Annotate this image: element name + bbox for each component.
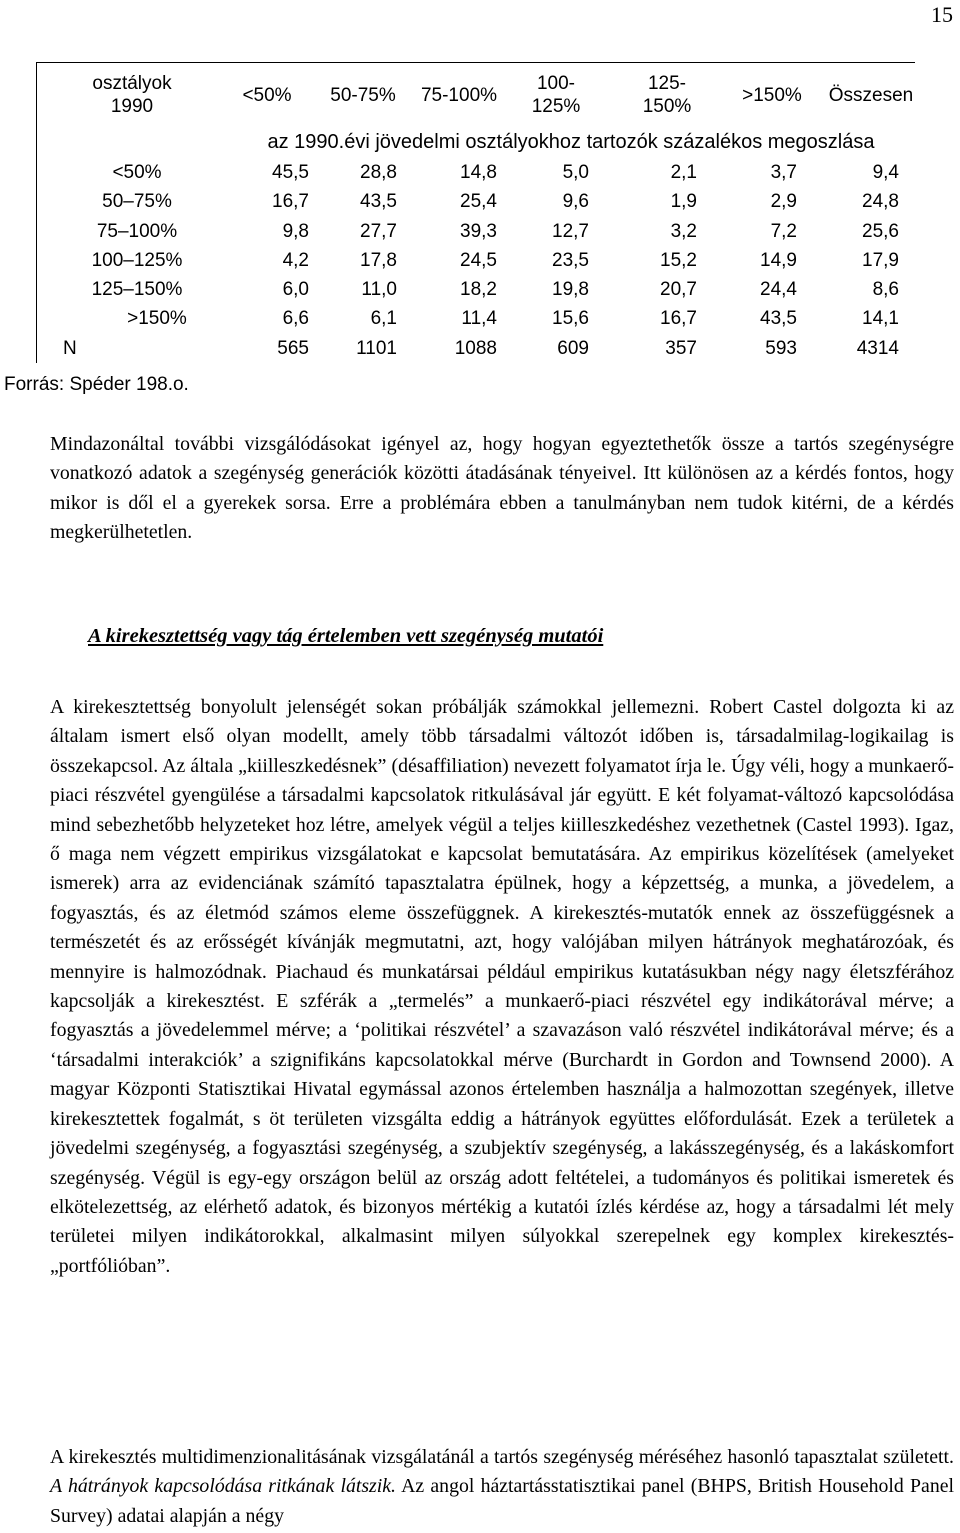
header-col-5: 125-150%	[642, 73, 692, 117]
table-cell: 357	[665, 337, 697, 359]
header-col-1: <50%	[242, 84, 292, 106]
table-cell: 23,5	[552, 249, 589, 271]
table-cell: 15,2	[660, 249, 697, 271]
table-cell: 24,4	[760, 279, 797, 301]
header-col-3: 75-100%	[420, 84, 498, 106]
row-label: 125–150%	[91, 279, 183, 301]
table-cell: 17,8	[360, 249, 397, 271]
table-cell: 27,7	[360, 220, 397, 242]
table-cell: 15,6	[552, 308, 589, 330]
table-row	[37, 275, 915, 304]
table-cell: 9,6	[562, 191, 589, 213]
table-row	[37, 246, 915, 275]
row-label: 50–75%	[102, 191, 172, 213]
header-col-2: 50-75%	[330, 84, 396, 106]
row-label: 100–125%	[91, 249, 183, 271]
table-cell: 43,5	[760, 308, 797, 330]
row-label: 75–100%	[96, 220, 178, 242]
table-cell: 593	[765, 337, 797, 359]
table-cell: 565	[277, 337, 309, 359]
table-header-row	[37, 63, 915, 127]
table-body	[37, 158, 915, 363]
section-heading: A kirekesztettség vagy tág értelemben vett szegénység mutatói	[88, 625, 604, 647]
table-cell: 16,7	[272, 191, 309, 213]
table-cell: 45,5	[272, 162, 309, 183]
table-cell: 6,0	[282, 279, 309, 301]
table-cell: 14,8	[460, 162, 497, 183]
table-cell: 8,6	[872, 279, 899, 301]
table-cell: 1101	[356, 337, 397, 359]
header-row-label-text: osztályok 1990	[92, 73, 172, 117]
table-cell: 9,4	[872, 162, 899, 183]
table-cell: 39,3	[460, 220, 497, 242]
table-row	[37, 158, 915, 187]
paragraph-3-start: A kirekesztés multidimenzionalitásának vizsgálatánál a tartós szegénység méréséhez hasonló tapasztalat született.	[50, 1446, 954, 1468]
row-label: N	[63, 337, 77, 359]
header-row-label	[37, 63, 227, 127]
table-cell: 1088	[454, 337, 497, 359]
table-row	[37, 304, 915, 333]
table-row	[37, 334, 915, 363]
table-row	[37, 187, 915, 216]
table-cell: 5,0	[562, 162, 589, 183]
income-class-table	[36, 62, 915, 363]
table-cell: 14,9	[760, 249, 797, 271]
table-cell: 25,6	[862, 220, 899, 242]
paragraph-3-italic: A hátrányok kapcsolódása ritkának látszik.	[50, 1475, 396, 1498]
header-col-7: Összesen	[828, 84, 914, 106]
table-source: Forrás: Spéder 198.o.	[4, 374, 189, 395]
table-cell: 12,7	[552, 220, 589, 242]
paragraph-1: Mindazonáltal további vizsgálódásokat igényel az, hogy hogyan egyeztethetők össze a tartós szegénységre vonatkozó adatok a szegénység generációk közötti átadásának tényeivel. Itt különösen az a kérdés fontos, hogy mikor is dől el a gyerekek sorsa. Erre a problémára ebben a tanulmányban nem tudok kitérni, de a kérdés megkerülhetetlen.	[50, 433, 954, 544]
table-cell: 6,1	[370, 308, 397, 330]
header-col-4: 100-125%	[531, 73, 581, 117]
paragraph-3	[50, 1443, 954, 1531]
table-cell: 2,1	[670, 162, 697, 183]
table-cell: 17,9	[862, 249, 899, 271]
table-cell: 19,8	[552, 279, 589, 301]
table-cell: 4,2	[282, 249, 309, 271]
paragraph-2: A kirekesztettség bonyolult jelenségét sokan próbálják számokkal jellemezni. Robert Castel dolgozta ki az általam ismert első olyan modellt, amely több társadalmi változót időben is, társadalmilag-logikailag is összekapcsol. Az általa „kiilleszkedésnek” (désaffiliation) nevezett folyamatot írja le. Úgy véli, hogy a munkaerő-piaci részvétel gyengülése a társadalmi kapcsolatok ritkulásával jár együtt. E két folyamat-változó kapcsolódása mind sebezhetőbb helyzeteket hoz létre, amelyek végül a teljes kiilleszkedéshez vezethetnek (Castel 1993). Igaz, ő maga nem végzett empirikus vizsgálatokat e kapcsolat bemutatására. Az empirikus közelítések (amelyeket ismerek) arra az evidenciának számító tapasztalatra épülnek, hogy a képzettség, a munka, a jövedelem, a fogyasztás, és az életmód számos eleme összefüggnek. A kirekesztés-mutatók ennek az összefüggésnek a természetét és az erősségét kívánják megmutatni, azt, hogy valójában milyen hátrányok meghatározóak, és mennyire is halmozódnak. Piachaud és munkatársai például empirikus kutatásukban négy nagy életszférához kapcsolják a kirekesztést. E szférák a „termelés” a munkaerő-piaci részvétel egy indikátorával mérve; a fogyasztás a jövedelemmel mérve; a ‘politikai részvétel’ a szavazáson való részvétel indikátorával mérve; és a ‘társadalmi interakciók’ a szignifikáns kapcsolatokkal mérve (Burchardt in Gordon and Townsend 2000). A magyar Központi Statisztikai Hivatal egymással azonos értelemben használja a halmozottan szegények, illetve kirekesztettek fogalmát, s öt területen vizsgálta eddig a hátrányok együttes előfordulását. Ezek a területek a jövedelmi szegénység, a fogyasztási szegénység, a szubjektív szegénység, a lakásszegénység, és a lakáskomfort szegénység. Végül is egy-egy országon belül az ország adott feltételei, a tudományos és politikai ismeretek és elkötelezettség, az elérhető adatok, és bizonyos mértékig a kutatói ízlés kérdése az, hogy a társadalmi lét mely területei milyen indikátorokkal, alkalmasint milyen súlyokkal szerepelnek egy komplex kirekesztés-„portfólióban”.	[50, 696, 954, 1277]
table-cell: 14,1	[862, 308, 899, 330]
paragraph-3-end: Az angol háztartásstatisztikai panel (BHPS, British Household Panel Survey) adatai alapján a négy	[50, 1475, 954, 1527]
table-cell: 25,4	[460, 191, 497, 213]
table-cell: 1,9	[670, 191, 697, 213]
table-cell: 7,2	[770, 220, 797, 242]
table-cell: 43,5	[360, 191, 397, 213]
table-cell: 3,2	[670, 220, 697, 242]
table-cell: 18,2	[460, 279, 497, 301]
table-cell: 24,5	[460, 249, 497, 271]
table-cell: 4314	[856, 337, 899, 359]
page-number: 15	[931, 2, 953, 27]
table-cell: 2,9	[770, 191, 797, 213]
row-label: <50%	[112, 162, 162, 183]
table-cell: 6,6	[282, 308, 309, 330]
row-label: >150%	[127, 308, 187, 330]
table-cell: 24,8	[862, 191, 899, 213]
table-row	[37, 217, 915, 246]
header-col-6: >150%	[742, 84, 802, 106]
table-cell: 11,4	[461, 308, 497, 330]
table-cell: 9,8	[282, 220, 309, 242]
table-cell: 11,0	[361, 279, 397, 301]
table-cell: 28,8	[360, 162, 397, 183]
table-subheader: az 1990.évi jövedelmi osztályokhoz tartozók százalékos megoszlása	[267, 131, 875, 153]
table-cell: 16,7	[660, 308, 697, 330]
table-cell: 3,7	[770, 162, 797, 183]
table-cell: 20,7	[660, 279, 697, 301]
table-cell: 609	[557, 337, 589, 359]
